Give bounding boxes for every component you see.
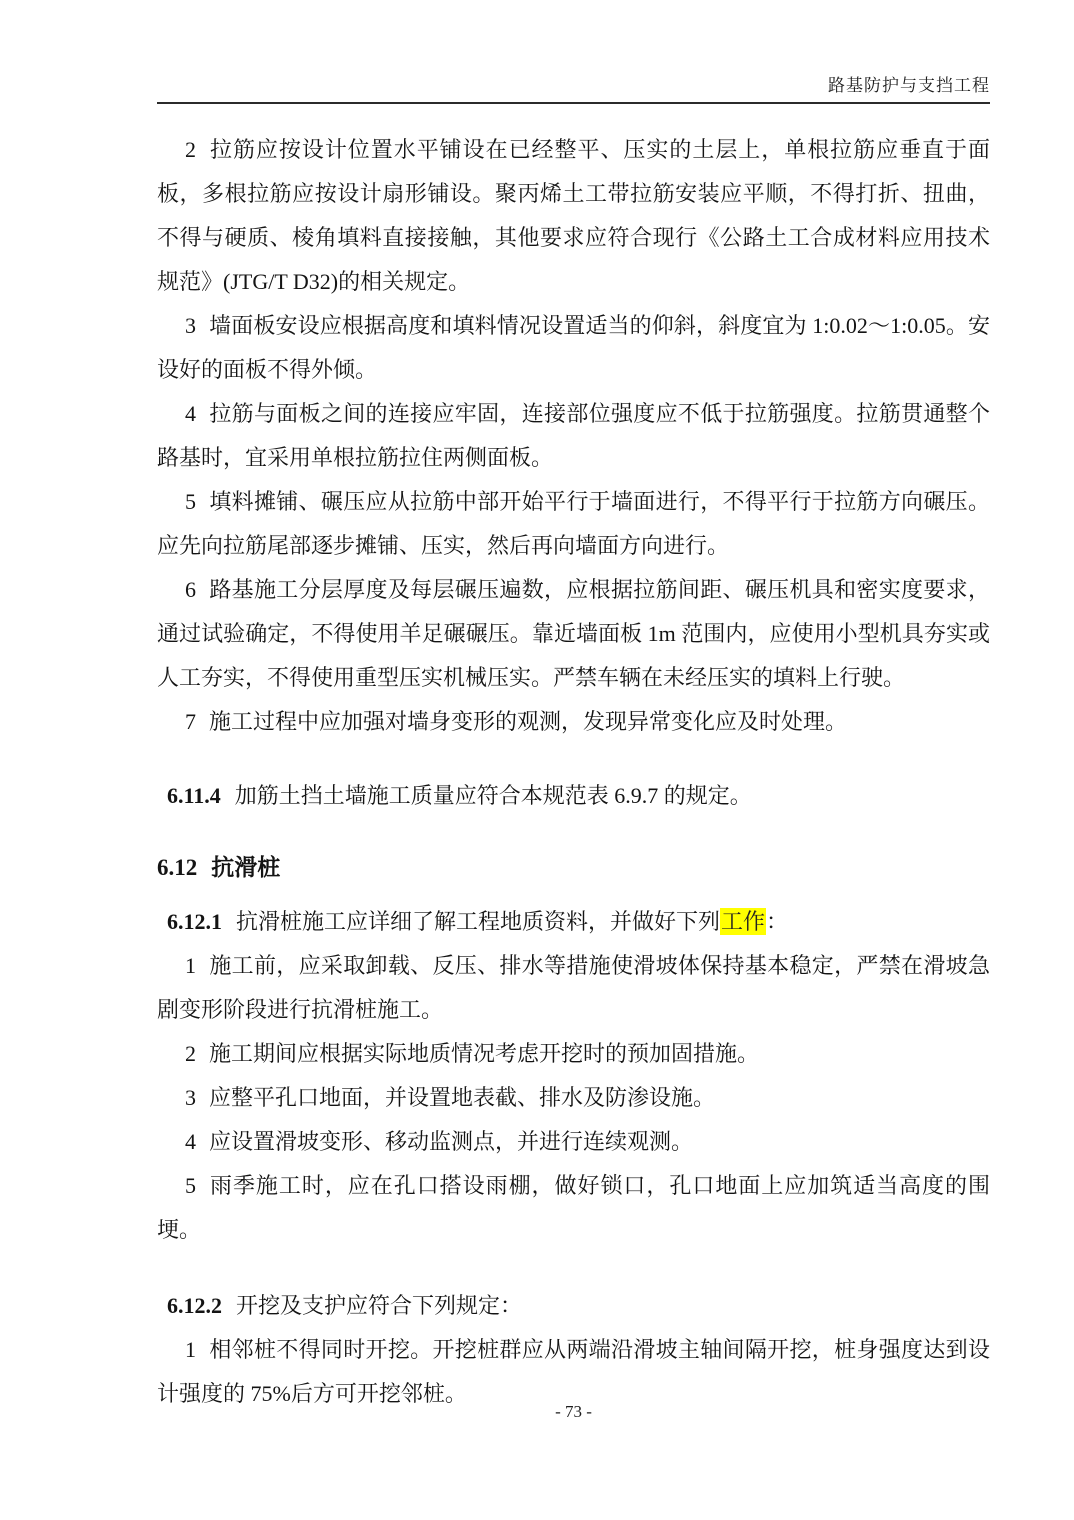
item-number: 3 [185, 313, 196, 338]
clause-6-12-2 [157, 1284, 990, 1328]
item-text: 雨季施工时，应在孔口搭设雨棚，做好锁口，孔口地面上应加筑适当高度的围埂。 [157, 1173, 990, 1242]
item-number: 1 [185, 1337, 196, 1362]
paragraph-item-6-12-1-3 [157, 1076, 990, 1120]
item-number: 4 [185, 1129, 196, 1154]
item-text: 拉筋应按设计位置水平铺设在已经整平、压实的土层上，单根拉筋应垂直于面板，多根拉筋应按设计扇形铺设。聚丙烯土工带拉筋安装应平顺，不得打折、扭曲，不得与硬质、棱角填料直接接触，其他要求应符合现行《公路土工合成材料应用技术规范》(JTG/T D32)的相关规定。 [157, 137, 990, 294]
item-number: 3 [185, 1085, 196, 1110]
item-text: 填料摊铺、碾压应从拉筋中部开始平行于墙面进行，不得平行于拉筋方向碾压。应先向拉筋尾部逐步摊铺、压实，然后再向墙面方向进行。 [157, 489, 990, 558]
item-number: 5 [185, 489, 196, 514]
document-body [157, 128, 990, 1416]
clause-label: 6.12.2 [167, 1293, 222, 1318]
paragraph-item-6-12-1-5 [157, 1164, 990, 1252]
paragraph-item-7 [157, 700, 990, 744]
header-rule [157, 102, 990, 104]
item-number: 7 [185, 709, 196, 734]
highlighted-text: 工作 [721, 909, 766, 934]
paragraph-item-2 [157, 128, 990, 304]
section-number: 6.12 [157, 855, 198, 880]
clause-text: 抗滑桩施工应详细了解工程地质资料，并做好下列 [236, 909, 721, 934]
item-number: 1 [185, 953, 196, 978]
item-number: 2 [185, 1041, 196, 1066]
item-text: 拉筋与面板之间的连接应牢固，连接部位强度应不低于拉筋强度。拉筋贯通整个路基时，宜采用单根拉筋拉住两侧面板。 [157, 401, 990, 470]
clause-label: 6.11.4 [167, 783, 221, 808]
text-block [157, 0, 990, 1416]
item-text: 应设置滑坡变形、移动监测点，并进行连续观测。 [209, 1129, 694, 1154]
paragraph-item-6-12-1-2 [157, 1032, 990, 1076]
item-text: 施工前，应采取卸载、反压、排水等措施使滑坡体保持基本稳定，严禁在滑坡急剧变形阶段进行抗滑桩施工。 [157, 953, 990, 1022]
header-title: 路基防护与支挡工程 [828, 76, 990, 95]
page-number: - 73 - [555, 1402, 592, 1421]
clause-6-11-4 [157, 774, 990, 818]
paragraph-item-6-12-1-4 [157, 1120, 990, 1164]
item-text: 施工过程中应加强对墙身变形的观测，发现异常变化应及时处理。 [209, 709, 848, 734]
paragraph-item-4 [157, 392, 990, 480]
item-text: 路基施工分层厚度及每层碾压遍数，应根据拉筋间距、碾压机具和密实度要求，通过试验确定，不得使用羊足碾碾压。靠近墙面板 1m 范围内，应使用小型机具夯实或人工夯实，不得使用重型压实机械压实。严禁车辆在未经压实的填料上行驶。 [157, 577, 990, 690]
paragraph-item-6 [157, 568, 990, 700]
clause-label: 6.12.1 [167, 909, 222, 934]
section-heading-6-12 [157, 846, 990, 890]
item-number: 2 [185, 137, 196, 162]
paragraph-item-6-12-1-1 [157, 944, 990, 1032]
item-text: 相邻桩不得同时开挖。开挖桩群应从两端沿滑坡主轴间隔开挖，桩身强度达到设计强度的 75%后方可开挖邻桩。 [157, 1337, 990, 1406]
section-title: 抗滑桩 [211, 855, 281, 880]
item-number: 4 [185, 401, 196, 426]
paragraph-item-5 [157, 480, 990, 568]
item-number: 6 [185, 577, 196, 602]
clause-6-12-1 [157, 900, 990, 944]
clause-text: 加筋土挡土墙施工质量应符合本规范表 6.9.7 的规定。 [234, 783, 752, 808]
clause-text: 开挖及支护应符合下列规定： [236, 1293, 523, 1318]
item-text: 施工期间应根据实际地质情况考虑开挖时的预加固措施。 [209, 1041, 760, 1066]
item-number: 5 [185, 1173, 196, 1198]
item-text: 应整平孔口地面，并设置地表截、排水及防渗设施。 [209, 1085, 716, 1110]
item-text: 墙面板安设应根据高度和填料情况设置适当的仰斜，斜度宜为 1:0.02～1:0.05。安设好的面板不得外倾。 [157, 313, 990, 382]
clause-text: ： [766, 909, 789, 934]
paragraph-item-3 [157, 304, 990, 392]
